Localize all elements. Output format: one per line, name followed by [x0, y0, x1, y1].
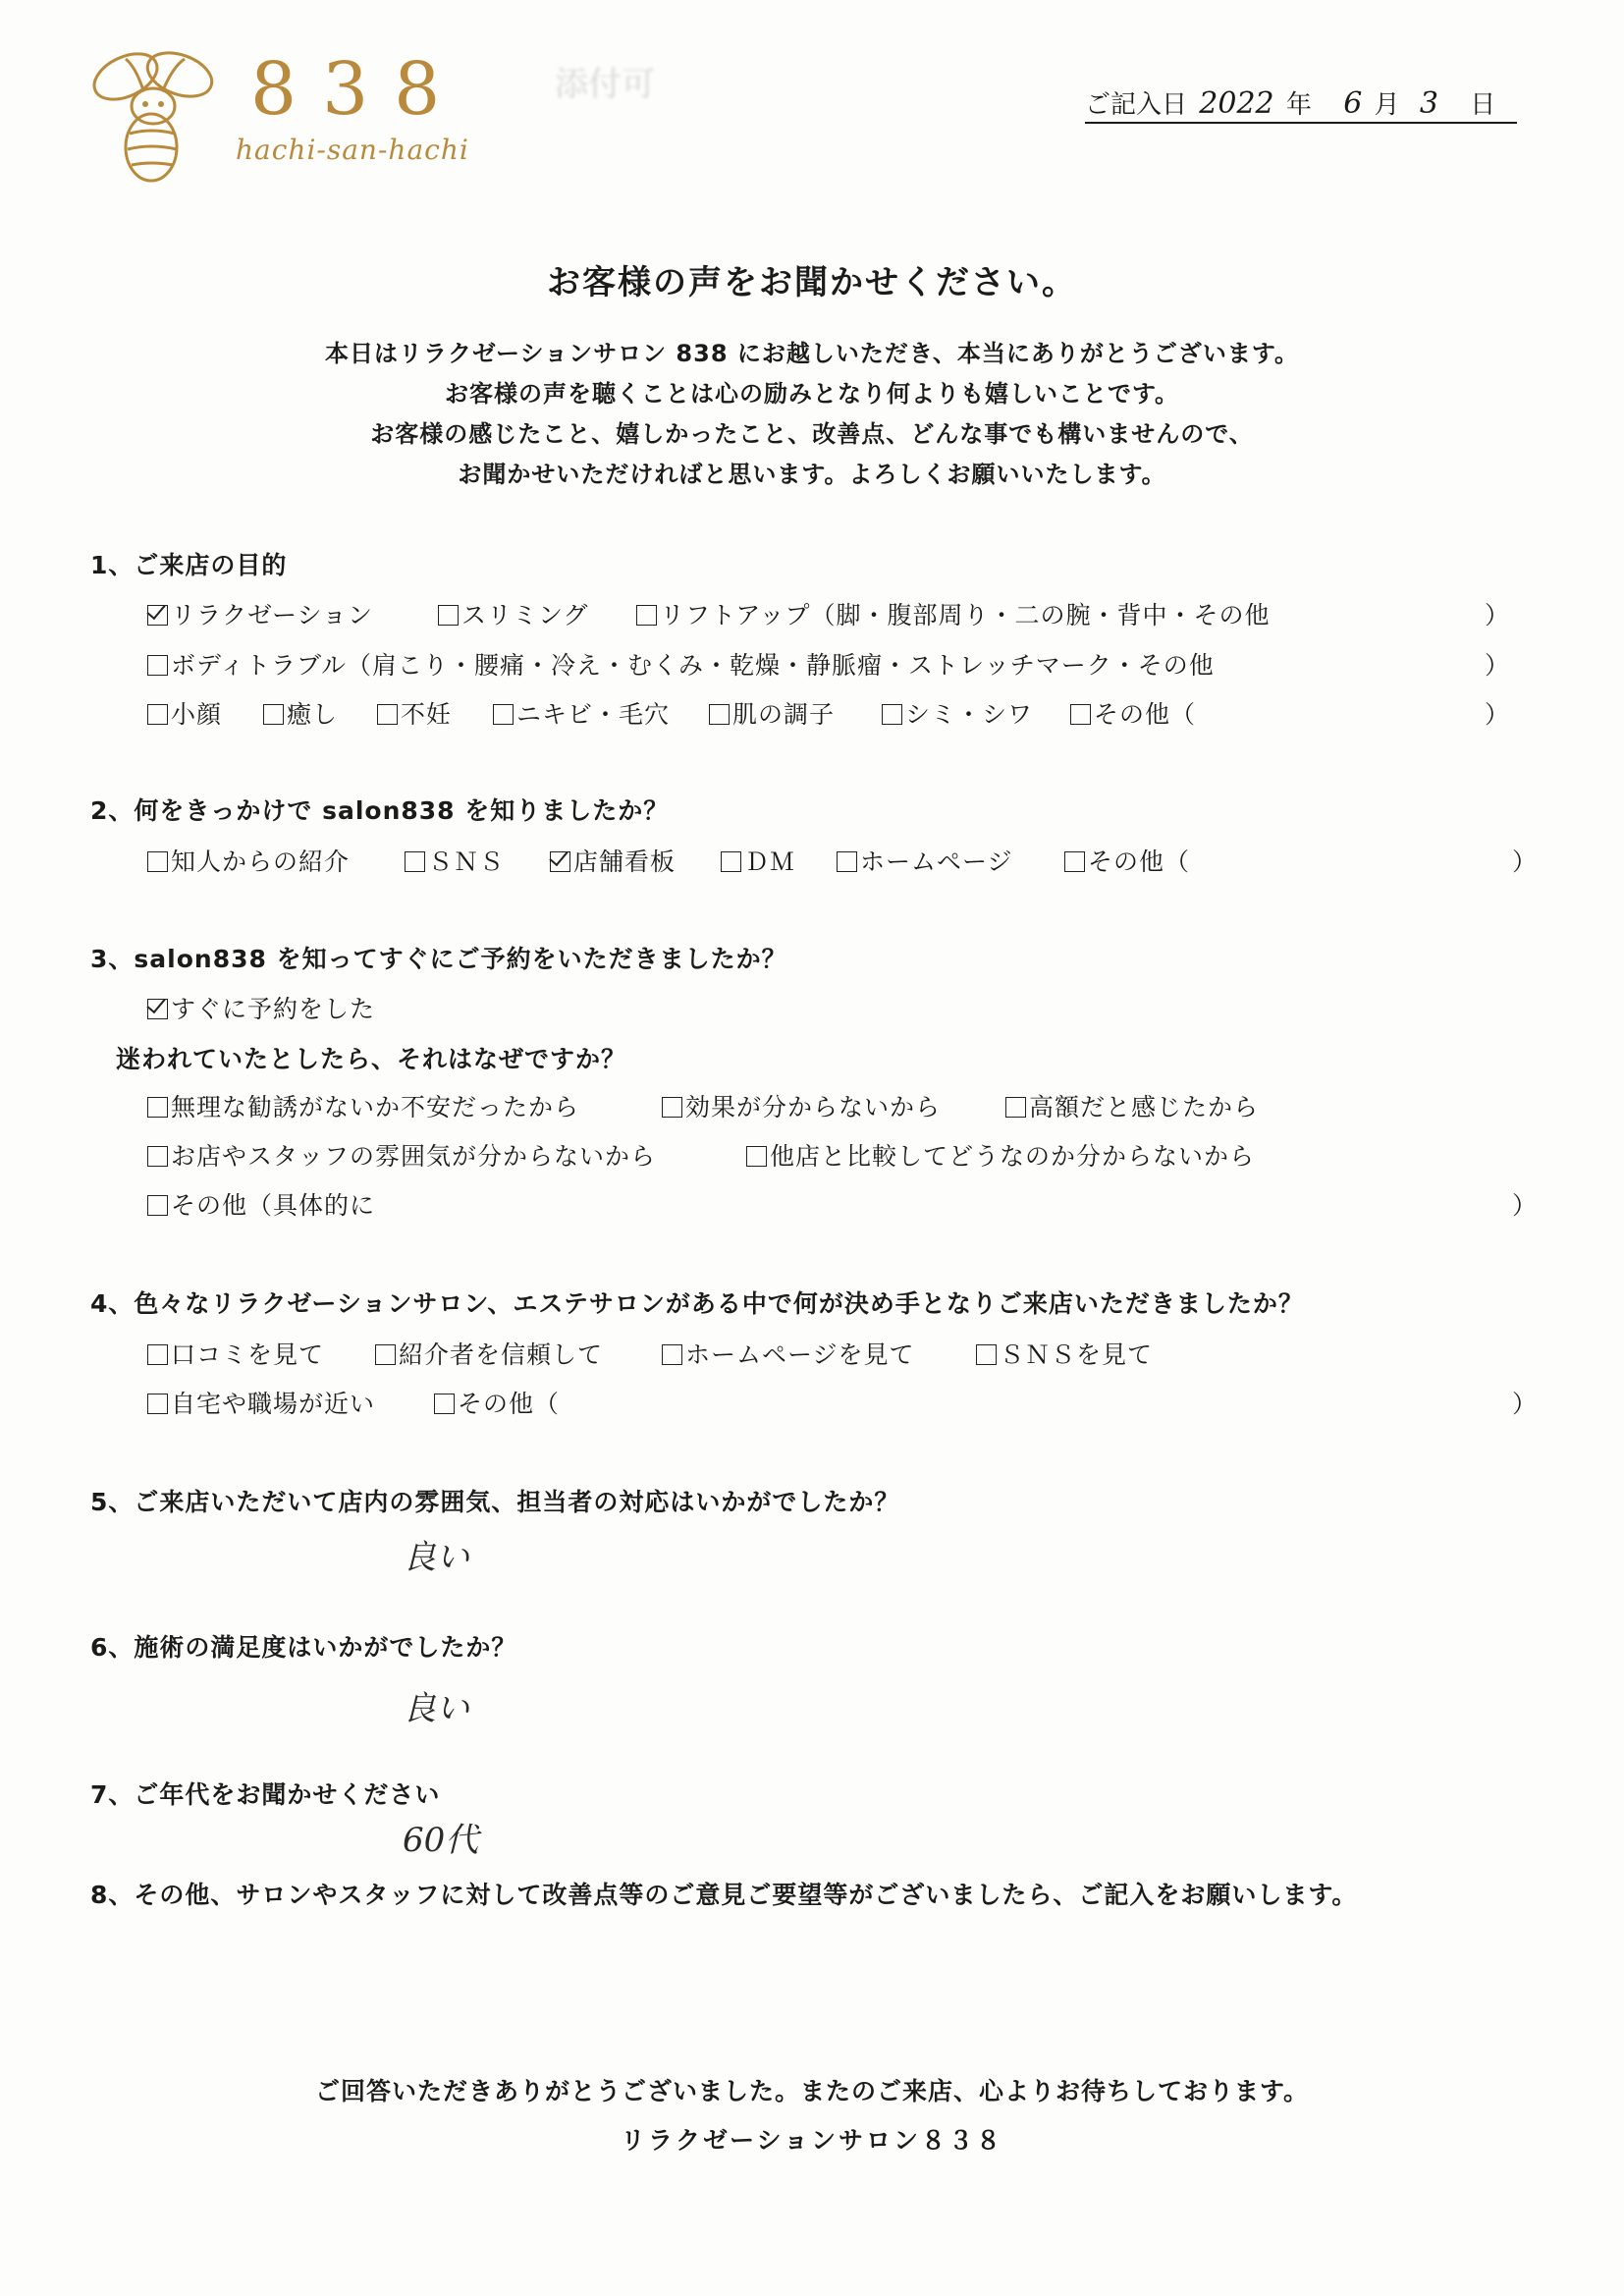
- checkbox[interactable]: [709, 704, 730, 725]
- question-3-label: 3、salon838 を知ってすぐにご予約をいただきましたか？: [90, 945, 787, 973]
- question-3-sub-label: 迷われていたとしたら、それはなぜですか？: [116, 1045, 627, 1073]
- intro-line: お客様の声を聴くことは心の励みとなり何よりも嬉しいことです。: [444, 380, 1180, 408]
- checkbox[interactable]: [493, 704, 514, 725]
- logo-subtitle: hachi-san-hachi: [236, 134, 469, 166]
- checkbox[interactable]: [377, 704, 398, 725]
- checkbox-checked[interactable]: [147, 605, 168, 626]
- question-5-label: 5、ご来店いただいて店内の雰囲気、担当者の対応はいかがでしたか？: [90, 1488, 900, 1516]
- question-4-label: 4、色々なリラクゼーションサロン、エステサロンがある中で何が決め手となりご来店いただきましたか？: [90, 1289, 1304, 1318]
- paren-close: ）: [1512, 1191, 1538, 1220]
- checkbox[interactable]: [1070, 704, 1091, 725]
- q1-option-infertility[interactable]: 不妊: [377, 695, 452, 731]
- q3-option-pushy-sales[interactable]: 無理な勧誘がないか不安だったから: [147, 1088, 579, 1123]
- checkbox[interactable]: [147, 1195, 168, 1216]
- checkbox[interactable]: [147, 655, 168, 676]
- paren-close: ）: [1512, 1390, 1538, 1418]
- date-day: 3: [1419, 86, 1438, 121]
- date-underline: [1085, 122, 1517, 124]
- logo-number: 838: [250, 47, 466, 132]
- q4-option-reviews[interactable]: 口コミを見て: [147, 1336, 324, 1371]
- q2-option-homepage[interactable]: ホームページ: [837, 843, 1013, 878]
- intro-line: 本日はリラクゼーションサロン 838 にお越しいただき、本当にありがとうございます。: [324, 340, 1299, 367]
- bee-logo-icon: [86, 37, 224, 185]
- checkbox[interactable]: [147, 1344, 168, 1365]
- question-6-label: 6、施術の満足度はいかがでしたか？: [90, 1633, 517, 1662]
- question-2-label: 2、何をきっかけで salon838 を知りましたか？: [90, 796, 670, 825]
- date-year-unit: 年: [1285, 90, 1312, 120]
- checkbox[interactable]: [147, 851, 168, 872]
- q4-option-trust-referrer[interactable]: 紹介者を信頼して: [375, 1336, 603, 1371]
- footer-thanks: ご回答いただきありがとうございました。またのご来店、心よりお待ちしております。: [314, 2077, 1309, 2105]
- faint-stamp: 添付可: [555, 65, 655, 104]
- q1-option-relaxation[interactable]: リラクゼーション: [147, 596, 373, 631]
- checkbox[interactable]: [1064, 851, 1085, 872]
- checkbox[interactable]: [882, 704, 902, 725]
- question-1-label: 1、ご来店の目的: [90, 551, 288, 579]
- q2-option-sns[interactable]: ＳＮＳ: [405, 843, 505, 878]
- q1-option-liftup[interactable]: リフトアップ（脚・腹部周り・二の腕・背中・その他: [636, 596, 1271, 631]
- checkbox[interactable]: [147, 704, 168, 725]
- date-day-unit: 日: [1470, 90, 1496, 120]
- footer-salon-name: リラクゼーションサロン８３８: [620, 2126, 1003, 2155]
- checkbox[interactable]: [837, 851, 857, 872]
- question-7-label: 7、ご年代をお聞かせください: [90, 1780, 441, 1809]
- q2-option-store-sign[interactable]: 店舗看板: [550, 843, 676, 878]
- q1-option-acne[interactable]: ニキビ・毛穴: [493, 695, 670, 731]
- date-month: 6: [1343, 86, 1363, 121]
- checkbox[interactable]: [147, 1394, 168, 1414]
- q4-option-nearby[interactable]: 自宅や職場が近い: [147, 1385, 375, 1420]
- q3-option-expensive[interactable]: 高額だと感じたから: [1005, 1088, 1259, 1123]
- q4-option-homepage[interactable]: ホームページを見て: [662, 1336, 915, 1371]
- q4-option-other[interactable]: その他（: [434, 1385, 560, 1420]
- checkbox[interactable]: [263, 704, 284, 725]
- paren-close: ）: [1485, 651, 1510, 680]
- date-month-unit: 月: [1374, 90, 1400, 120]
- date-year: 2022: [1199, 86, 1274, 121]
- checkbox[interactable]: [434, 1394, 455, 1414]
- paren-close: ）: [1512, 847, 1538, 876]
- checkbox-checked[interactable]: [147, 999, 168, 1019]
- q3-option-other[interactable]: その他（具体的に: [147, 1186, 375, 1222]
- q1-option-slimming[interactable]: スリミング: [438, 596, 589, 631]
- q1-option-other[interactable]: その他（: [1070, 695, 1196, 731]
- checkbox[interactable]: [438, 605, 459, 626]
- checkbox[interactable]: [636, 605, 657, 626]
- checkbox-checked[interactable]: [550, 851, 570, 872]
- checkbox[interactable]: [405, 851, 425, 872]
- q3-option-atmosphere[interactable]: お店やスタッフの雰囲気が分からないから: [147, 1137, 656, 1173]
- q1-option-spots[interactable]: シミ・シワ: [882, 695, 1033, 731]
- q8-answer-area[interactable]: [147, 1925, 1502, 2033]
- q3-option-immediate[interactable]: すぐに予約をした: [147, 990, 375, 1025]
- checkbox[interactable]: [746, 1146, 767, 1167]
- q6-handwritten-answer: 良い: [403, 1689, 469, 1728]
- checkbox[interactable]: [1005, 1097, 1026, 1118]
- q3-option-compare[interactable]: 他店と比較してどうなのか分からないから: [746, 1137, 1255, 1173]
- checkbox[interactable]: [375, 1344, 396, 1365]
- checkbox[interactable]: [721, 851, 741, 872]
- q1-option-body-trouble[interactable]: ボディトラブル（肩こり・腰痛・冷え・むくみ・乾燥・静脈瘤・ストレッチマーク・その他: [147, 646, 1215, 682]
- paren-close: ）: [1485, 700, 1510, 729]
- entry-date: [1085, 84, 1495, 121]
- q1-option-small-face[interactable]: 小顔: [147, 695, 222, 731]
- q1-option-healing[interactable]: 癒し: [263, 695, 338, 731]
- checkbox[interactable]: [147, 1146, 168, 1167]
- q5-handwritten-answer: 良い: [403, 1538, 469, 1577]
- date-label: ご記入日: [1085, 90, 1188, 120]
- intro-line: お客様の感じたこと、嬉しかったこと、改善点、どんな事でも構いませんので、: [370, 420, 1254, 448]
- q4-option-sns[interactable]: ＳＮＳを見て: [976, 1336, 1153, 1371]
- paren-close: ）: [1485, 601, 1510, 629]
- q3-option-effect-unknown[interactable]: 効果が分からないから: [662, 1088, 941, 1123]
- q2-option-referral[interactable]: 知人からの紹介: [147, 843, 350, 878]
- intro-line: お聞かせいただければと思います。よろしくお願いいたします。: [458, 461, 1166, 488]
- checkbox[interactable]: [147, 1097, 168, 1118]
- checkbox[interactable]: [662, 1344, 682, 1365]
- question-8-label: 8、その他、サロンやスタッフに対して改善点等のご意見ご要望等がございましたら、ご記入をお願いします。: [90, 1881, 1358, 1909]
- checkbox[interactable]: [662, 1097, 682, 1118]
- page-title: お客様の声をお聞かせください。: [547, 263, 1077, 302]
- q7-handwritten-answer: 60代: [403, 1821, 479, 1860]
- q1-option-skin[interactable]: 肌の調子: [709, 695, 835, 731]
- q2-option-dm[interactable]: ＤＭ: [721, 843, 795, 878]
- checkbox[interactable]: [976, 1344, 997, 1365]
- q2-option-other[interactable]: その他（: [1064, 843, 1190, 878]
